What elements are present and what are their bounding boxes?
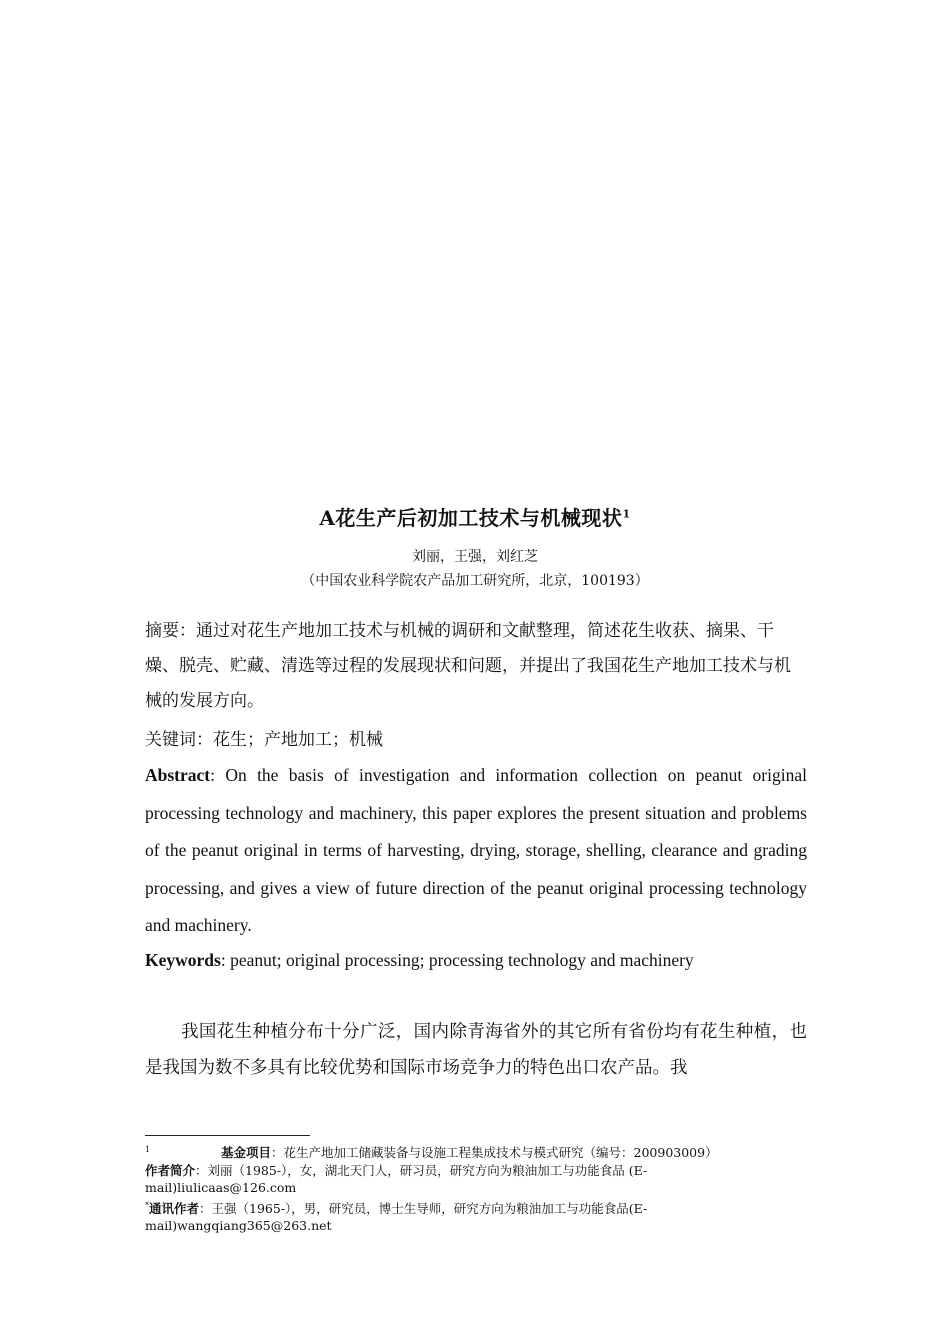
chinese-keywords: 关键词：花生；产地加工；机械 — [145, 730, 383, 750]
funding-label: 基金项目 — [221, 1145, 272, 1161]
footnote-funding — [145, 1141, 765, 1162]
body-paragraph: 我国花生种植分布十分广泛，国内除青海省外的其它所有省份均有花生种植，也是我国为数不多具有比较优势和国际市场竞争力的特色出口农产品。我 — [145, 1022, 807, 1078]
footnotes — [145, 1141, 765, 1235]
paper-title — [0, 502, 950, 531]
chinese-abstract: 摘要：通过对花生产地加工技术与机械的调研和文献整理，简述花生收获、摘果、干燥、脱壳、贮藏、清选等过程的发展现状和问题，并提出了我国花生产地加工技术与机械的发展方向。 — [145, 621, 791, 711]
footnote-corresponding-author — [145, 1197, 765, 1235]
author-bio-label: 作者简介 — [145, 1162, 196, 1178]
english-keywords — [145, 943, 807, 977]
footnote-divider — [145, 1135, 310, 1136]
abstract-text: : On the basis of investigation and information collection on peanut original processing technology and machinery, this paper explores the present situation and problems of the peanut original in terms of harvesting, drying, storage, shelling, clearance and grading processing, and gives a view of future direction of the peanut original processing technology and machinery. — [145, 765, 807, 935]
footnote-author-bio — [145, 1162, 765, 1197]
title-footnote-mark: 1 — [622, 507, 631, 521]
abstract-label: Abstract — [145, 765, 211, 785]
keywords-label: Keywords — [145, 950, 221, 970]
corresponding-mark: * — [145, 1200, 149, 1210]
english-abstract — [145, 757, 807, 945]
paper-title-text: A花生产后初加工技术与机械现状 — [319, 506, 623, 530]
funding-text: ：花生产地加工储藏装备与设施工程集成技术与模式研究（编号：200903009） — [271, 1145, 718, 1161]
author-bio-text: ：刘丽（1985-），女，湖北天门人，研习员，研究方向为粮油加工与功能食品 (E-mail)liulicaas@126.com — [145, 1162, 648, 1196]
footnote-mark: 1 — [145, 1145, 151, 1154]
keywords-text: : peanut; original processing; processing technology and machinery — [220, 950, 694, 970]
author-list: 刘丽，王强，刘红芝 — [412, 549, 538, 565]
affiliation: （中国农业科学院农产品加工研究所，北京，100193） — [301, 573, 649, 589]
corresponding-label: 通讯作者 — [149, 1200, 200, 1216]
corresponding-text: ：王强（1965-），男，研究员，博士生导师，研究方向为粮油加工与功能食品(E-mail)wangqiang365@263.net — [145, 1200, 648, 1234]
